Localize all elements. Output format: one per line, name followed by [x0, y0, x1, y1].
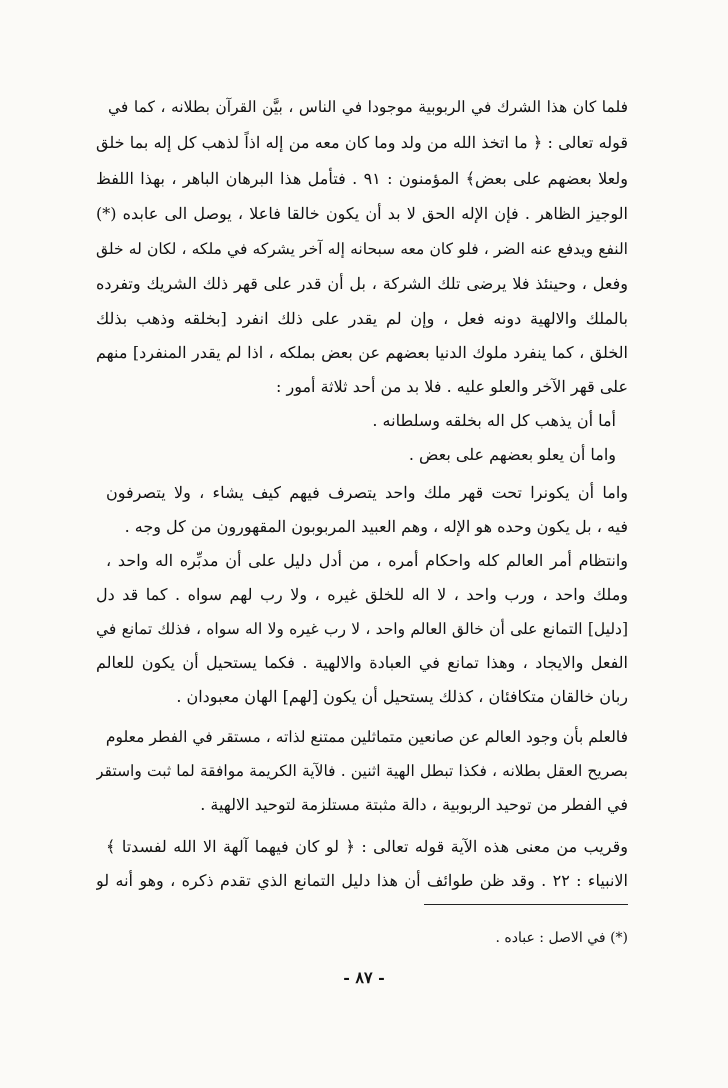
page-number: - ٨٧ -	[343, 968, 385, 987]
text-line: وانتظام أمر العالم كله واحكام أمره ، من أدل دليل على أن مدبِّره اله واحد ،	[106, 551, 628, 570]
text-line: وملك واحد ، ورب واحد ، لا اله للخلق غيره ، ولا رب لهم سواه . كما قد دل	[96, 585, 628, 604]
text-line: وفعل ، وحينئذ فلا يرضى تلك الشركة ، بل أن قدر على قهر ذلك الشريك وتفرده	[96, 274, 628, 293]
text-line: واما أن يعلو بعضهم على بعض .	[408, 445, 616, 464]
text-line: الفعل والايجاد ، وهذا تمانع في العبادة والالهية . فكما يستحيل أن يكون للعالم	[96, 653, 628, 672]
text-line: قوله تعالى : ﴿ ما اتخذ الله من ولد وما كان معه من إله اذاً لذهب كل إله بما خلق	[96, 133, 628, 152]
text-line: في الفطر من توحيد الربوبية ، دالة مثبتة مستلزمة لتوحيد الالهية .	[200, 795, 628, 814]
text-line: واما أن يكونرا تحت قهر ملك واحد يتصرف فيهم كيف يشاء ، ولا يتصرفون	[106, 483, 628, 502]
text-line: الانبياء : ٢٢ . وقد ظن طوائف أن هذا دليل التمانع الذي تقدم ذكره ، وهو أنه لو	[96, 871, 628, 890]
text-line: فلما كان هذا الشرك في الربوبية موجودا في الناس ، بيَّن القرآن بطلانه ، كما في	[108, 98, 628, 116]
footnote: (*) في الاصل : عباده .	[495, 930, 628, 946]
text-line: أما أن يذهب كل اله بخلقه وسلطانه .	[372, 411, 616, 430]
text-line: الوجيز الظاهر . فإن الإله الحق لا بد أن يكون خالقا فاعلا ، يوصل الى عابده (*)	[96, 204, 628, 223]
footnote-divider	[424, 904, 628, 905]
text-line: فيه ، بل يكون وحده هو الإله ، وهم العبيد المربوبون المقهورون من كل وجه .	[124, 517, 628, 536]
text-line: بالملك والالهية دونه فعل ، وإن لم يقدر على ذلك انفرد [بخلقه وذهب بذلك	[96, 309, 628, 328]
text-line: فالعلم بأن وجود العالم عن صانعين متماثلين ممتنع لذاته ، مستقر في الفطر معلوم	[106, 728, 628, 746]
text-line: [دليل] التمانع على أن خالق العالم واحد ، لا رب غيره ولا اله سواه ، فذلك تمانع في	[96, 620, 628, 638]
text-line: الخلق ، كما ينفرد ملوك الدنيا بعضهم عن بعض بملكه ، اذا لم يقدر المنفرد] منهم	[96, 343, 628, 362]
text-line: ولعلا بعضهم على بعض﴾ المؤمنون : ٩١ . فتأمل هذا البرهان الباهر ، بهذا اللفظ	[96, 169, 628, 188]
text-line: ربان خالقان متكافئان ، كذلك يستحيل أن يكون [لهم] الهان معبودان .	[176, 687, 628, 706]
text-line: وقريب من معنى هذه الآية قوله تعالى : ﴿ لو كان فيهما آلهة الا الله لفسدتا ﴾	[106, 837, 628, 856]
text-line: على قهر الآخر والعلو عليه . فلا بد من أحد ثلاثة أمور :	[276, 377, 628, 396]
text-line: بصريح العقل بطلانه ، فكذا تبطل الهية اثنين . فالآية الكريمة موافقة لما ثبت واستقر	[96, 762, 628, 780]
text-line: النفع ويدفع عنه الضر ، فلو كان معه سبحانه إله آخر يشركه في ملكه ، لكان له خلق	[96, 240, 628, 258]
